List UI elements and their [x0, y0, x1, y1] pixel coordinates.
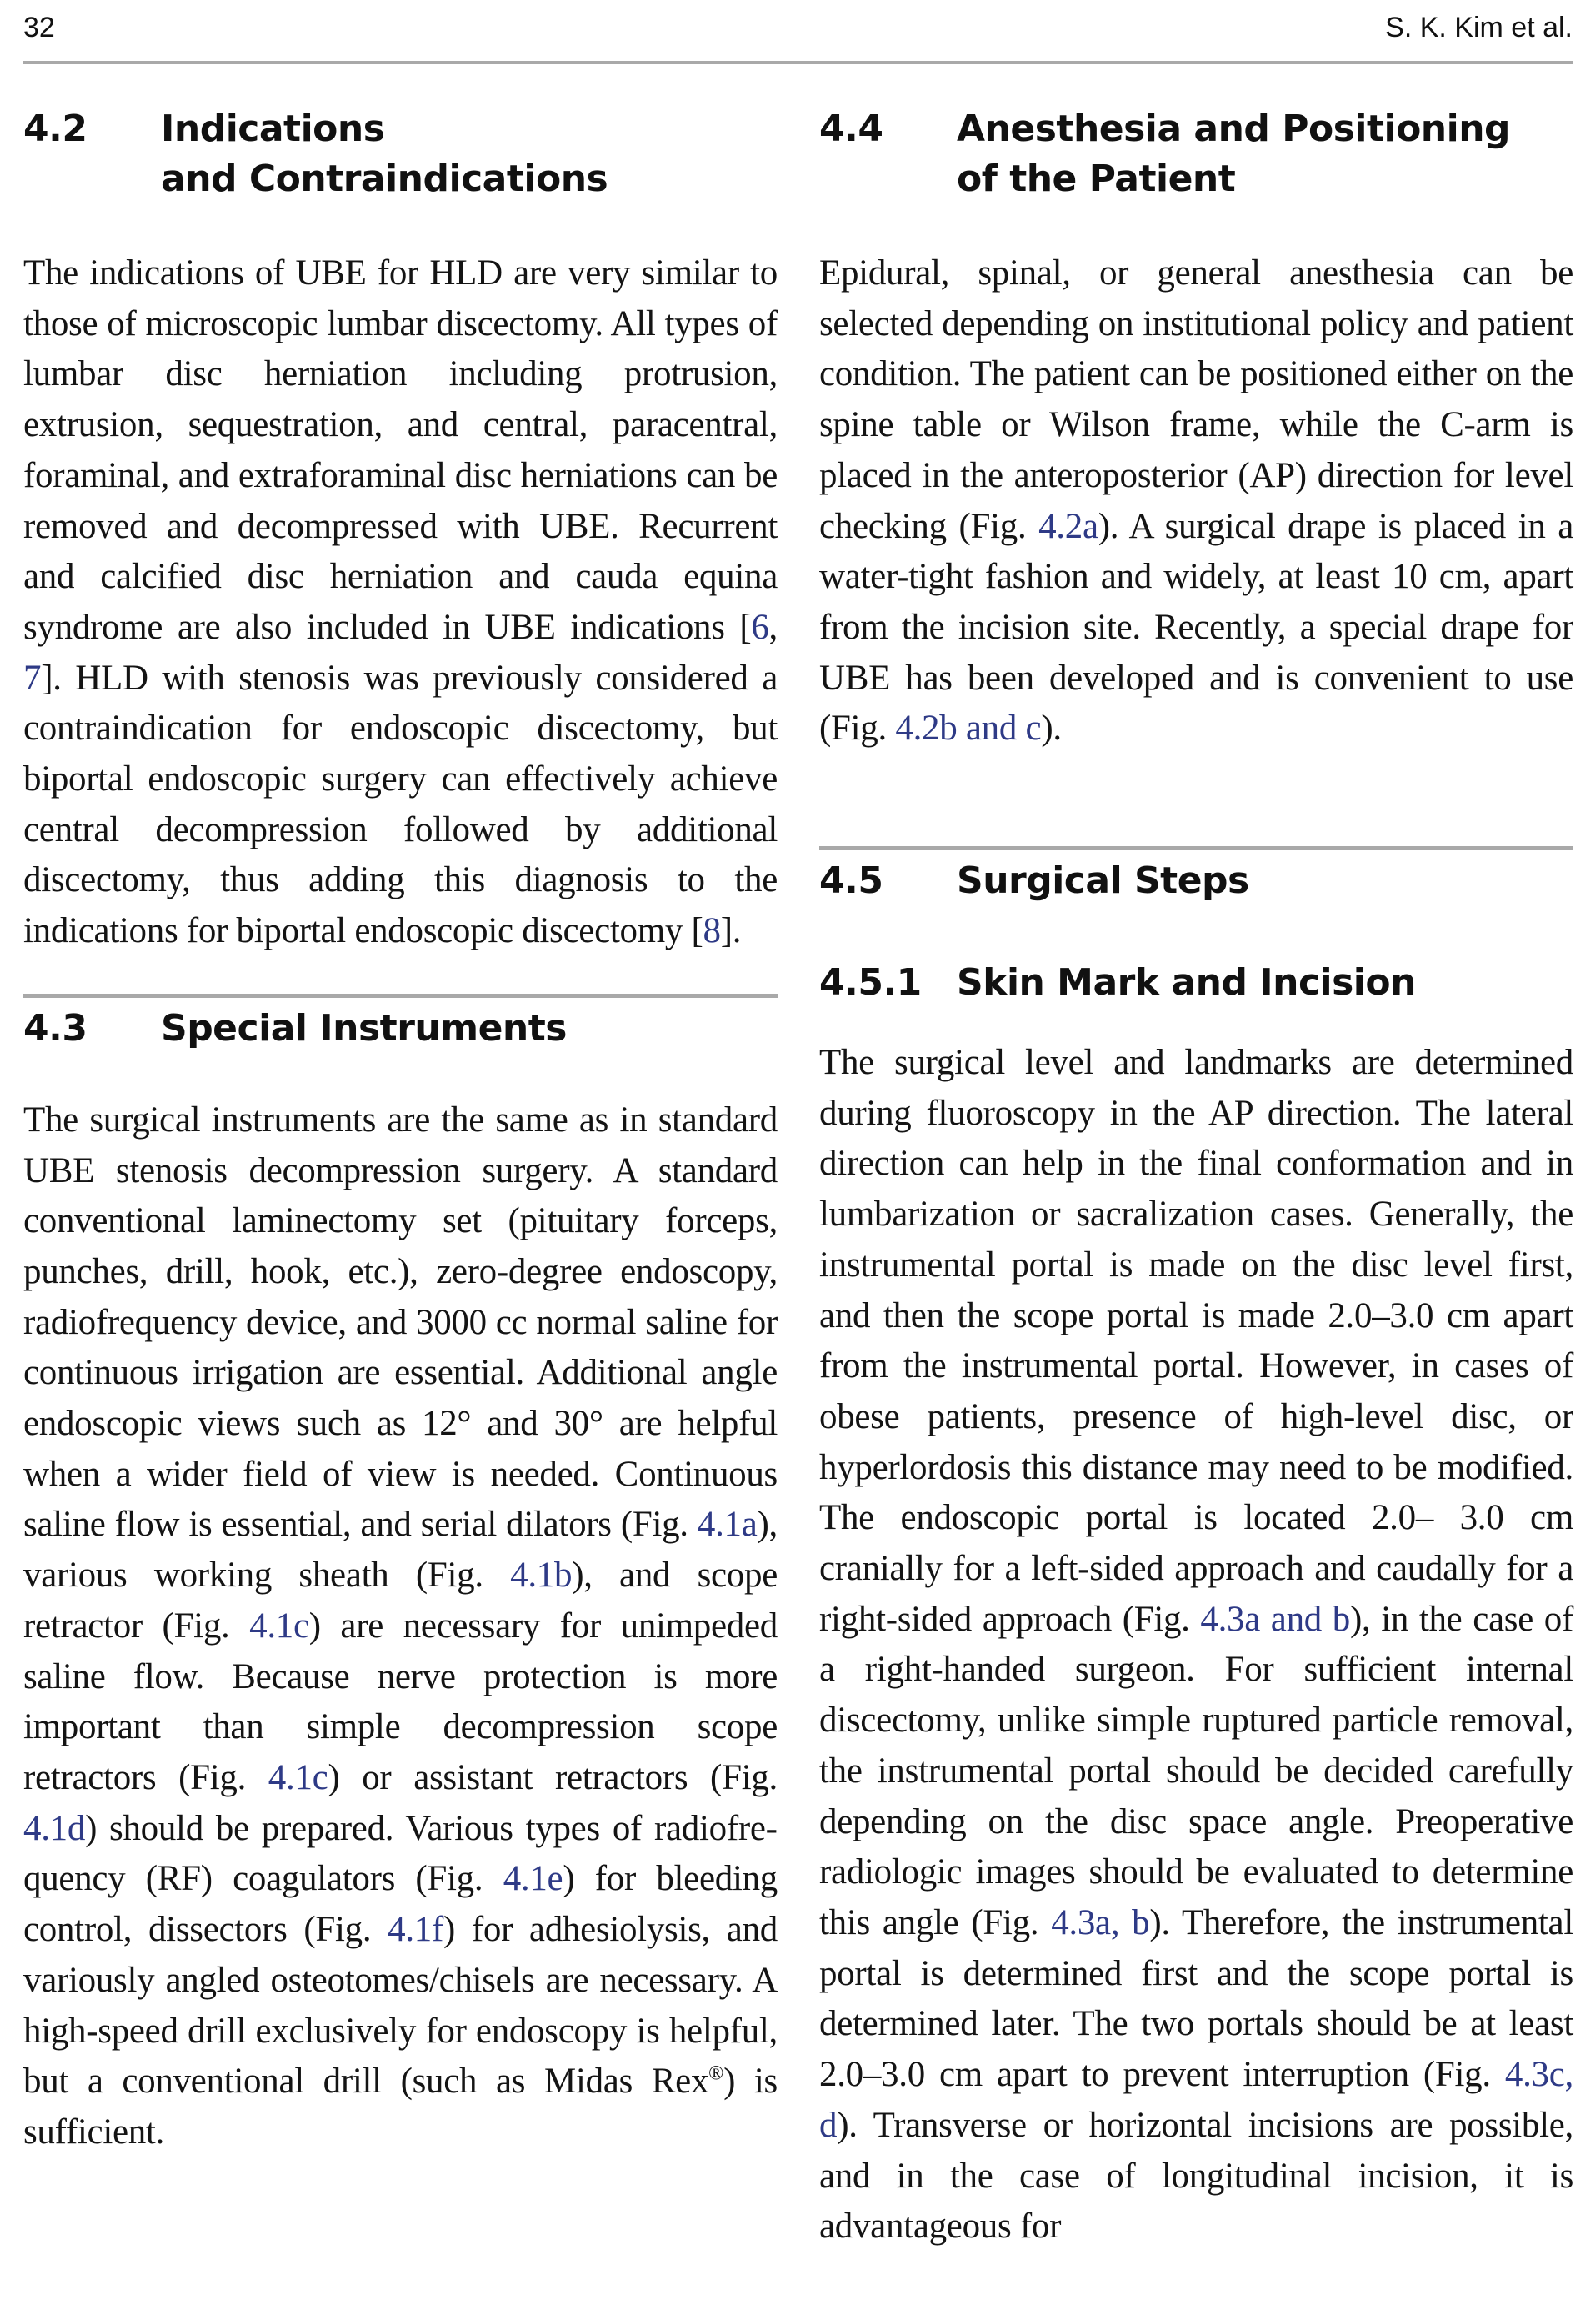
- text-run: Epidural, spinal, or general anesthesia can be selected depending on institutional policy and patient condition. The patient can be positioned either on the spine table or Wilson frame, while the C-arm is placed in the anteroposterior (AP) direction for level checking (Fig.: [819, 253, 1573, 546]
- text-run: ). Therefore, the instrumental portal is determined first and the scope portal is determined later. The two portals should be at least 2.0–3.0 cm apart to prevent interruption (Fig.: [819, 1902, 1573, 2095]
- reference-link[interactable]: 4.2a: [1038, 506, 1098, 546]
- section-heading-4-5: [819, 856, 1573, 906]
- section-number: 4.4: [819, 108, 883, 150]
- running-head: [23, 7, 1573, 47]
- subsection-heading-4-5-1: [819, 958, 1573, 1008]
- text-run: ) is sufficient.: [23, 2062, 778, 2152]
- section-title: Anesthesia and Positioning of the Patient: [957, 108, 1511, 200]
- superscript-mark: ®: [708, 2062, 724, 2085]
- left-column: [23, 104, 778, 2158]
- reference-link[interactable]: 4.1a: [697, 1505, 758, 1545]
- section-heading-4-2: [23, 104, 778, 204]
- text-run: ). Transverse or horizontal incisions are possible, and in the case of longitudinal incision, it is advantageous for: [819, 2105, 1573, 2247]
- section-title: Special Instruments: [161, 1006, 567, 1050]
- text-run: ) are necessary for unimpeded saline flow. Because nerve protection is more important than simple decompression scope retractors (Fig.: [23, 1606, 778, 1797]
- text-run: ) for bleeding control, dissectors (Fig.: [23, 1859, 778, 1950]
- section-number: 4.5: [819, 859, 883, 903]
- section-title: Skin Mark and Incision: [957, 961, 1416, 1005]
- reference-link[interactable]: 4.1c: [268, 1757, 328, 1797]
- text-run: ), and scope retractor (Fig.: [23, 1556, 778, 1646]
- reference-link[interactable]: 4.1b: [510, 1556, 573, 1596]
- reference-link[interactable]: 4.3a, b: [1051, 1902, 1150, 1942]
- reference-link[interactable]: 7: [23, 658, 42, 698]
- section-title: Indications and Contraindications: [161, 108, 608, 200]
- page-number: 32: [23, 12, 55, 43]
- reference-link[interactable]: 6: [751, 607, 769, 647]
- reference-link[interactable]: 4.1f: [388, 1910, 444, 1950]
- reference-link[interactable]: 4.3c, d: [819, 2055, 1573, 2145]
- paragraph-special-instruments: [23, 1095, 778, 2158]
- section-number: 4.2: [23, 108, 88, 150]
- reference-link[interactable]: 4.1c: [249, 1606, 309, 1646]
- text-run: ), in the case of a right-handed surgeon. For sufficient internal discectomy, unlike simple ruptured particle removal, the instrumental portal should be decided carefully depending on the disc space angle. Preoperative radiologic images should be evaluated to determine this angle (Fig.: [819, 1599, 1573, 1942]
- reference-link[interactable]: 4.2b and c: [895, 709, 1042, 749]
- section-number: 4.5.1: [819, 961, 922, 1005]
- section-number: 4.3: [23, 1006, 88, 1050]
- paragraph-anesthesia: [819, 248, 1573, 754]
- text-run: ), various working sheath (Fig.: [23, 1505, 778, 1596]
- text-run: ]. HLD with stenosis was previously considered a contraindication for endoscopic discectomy, but biportal endoscopic surgery can effectively achieve central decompression followed by additional discectomy, thus adding this diagnosis to the indications for biportal endoscopic discectomy [: [23, 658, 778, 951]
- text-run: ) should be prepared. Various types of radiofrequency (RF) coagulators (Fig.: [23, 1808, 778, 1899]
- text-run: The indications of UBE for HLD are very similar to those of microscopic lumbar discectomy. All types of lumbar disc herniation including protrusion, extrusion, sequestration, and central, paracentral, foraminal, and extraforaminal disc herniations can be removed and decompressed with UBE. Recurrent and calcified disc herniation and cauda equina syndrome are also included in UBE indications [: [23, 253, 778, 647]
- reference-link[interactable]: 4.1e: [503, 1859, 563, 1899]
- text-run: ].: [720, 911, 742, 951]
- section-heading-4-3: [23, 1004, 778, 1054]
- reference-link[interactable]: 8: [703, 911, 721, 951]
- section-title: Surgical Steps: [957, 859, 1249, 903]
- text-run: ). A surgical drape is placed in a water-tight fashion and widely, at least 10 cm, apart from the incision site. Recently, a special drape for UBE has been developed and is convenient to use (Fig.: [819, 506, 1573, 749]
- text-run: ).: [1041, 709, 1062, 749]
- right-column: [819, 104, 1573, 2252]
- reference-link[interactable]: 4.3a and b: [1200, 1599, 1350, 1639]
- text-run: The surgical instruments are the same as in standard UBE stenosis decompression surgery. A standard conventional laminectomy set (pituitary forceps, punches, drill, hook, etc.), zero-degree endoscopy, radiofrequency device, and 3000 cc normal saline for continuous irrigation are essential. Additional angle endoscopic views such as 12° and 30° are helpful when a wider field of view is needed. Continuous saline flow is essential, and serial dilators (Fig.: [23, 1100, 778, 1545]
- text-run: ) for adhesiolysis, and variously angled osteotomes/chisels are necessary. A high-speed drill exclusively for endoscopy is helpful, but a conventional drill (such as Midas Rex: [23, 1910, 778, 2102]
- header-divider: [23, 61, 1573, 64]
- text-run: ) or assistant retractors (Fig.: [328, 1757, 778, 1797]
- text-run: The surgical level and landmarks are determined during fluoroscopy in the AP direction. The lateral direction can help in the final conformation and in lumbarization or sacralization cases. Generally, the instrumental portal is made on the disc level first, and then the scope portal is made 2.0–3.0 cm apart from the instrumental portal. However, in cases of obese patients, presence of high-level disc, or hyperlordosis this distance may need to be modified. The endoscopic portal is located 2.0– 3.0 cm cranially for a left-sided approach and caudally for a right-sided approach (Fig.: [819, 1043, 1573, 1639]
- section-heading-4-4: [819, 104, 1573, 204]
- running-head-authors: S. K. Kim et al.: [1385, 12, 1573, 43]
- reference-link[interactable]: 4.1d: [23, 1808, 86, 1848]
- text-run: ,: [768, 607, 778, 647]
- paragraph-skin-mark-incision: [819, 1038, 1573, 2252]
- paragraph-indications: [23, 248, 778, 957]
